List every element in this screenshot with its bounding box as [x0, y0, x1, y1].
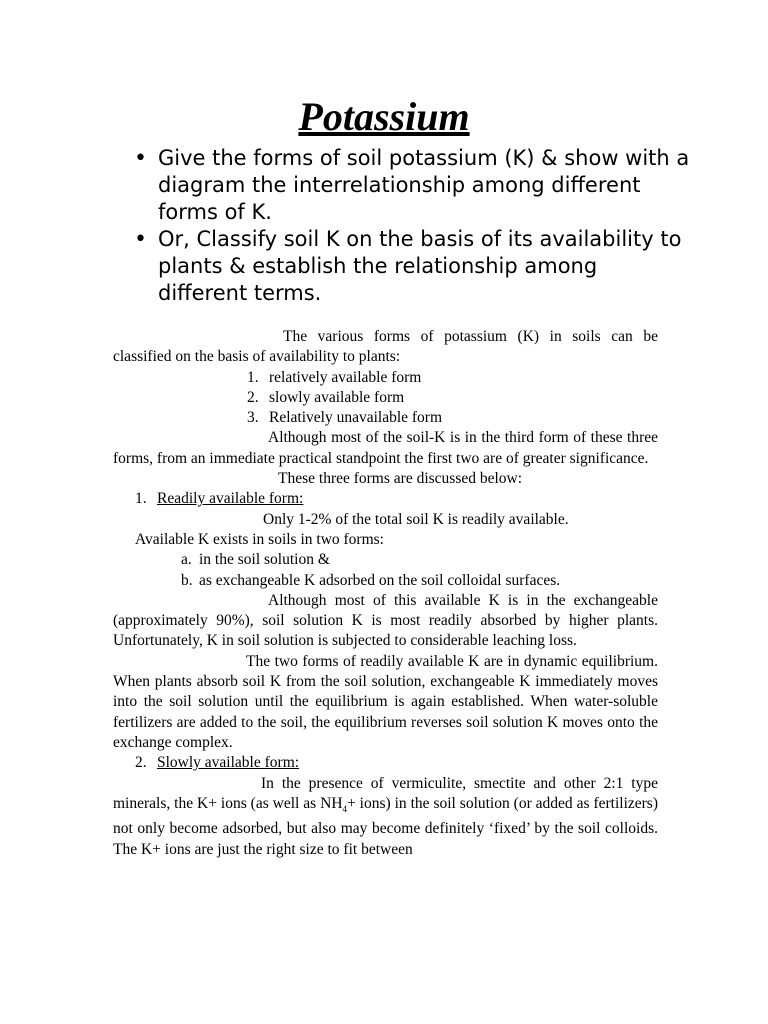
item-text: as exchangeable K adsorbed on the soil colloidal surfaces. [199, 571, 561, 589]
section-2-text-a: In the presence of vermiculite, smectite and other 2:1 type minerals, the K+ ions (as well as NH [113, 774, 658, 812]
section-2-paragraph [113, 774, 658, 860]
alpha-item-b [113, 571, 658, 591]
form-item-2 [113, 388, 658, 408]
section-title: Slowly available form: [157, 754, 300, 772]
document-body [113, 327, 658, 860]
section-number: 1. [135, 490, 147, 508]
section-number: 2. [135, 754, 147, 772]
section-1-heading [113, 489, 658, 509]
section-1-paragraph-1: Although most of this available K is in the exchangeable (approximately 90%), soil solution K is most readily absorbed by higher plants. Unfortunately, K in soil solution is subjected to considerable leaching loss. [113, 591, 658, 650]
form-item-3 [113, 408, 658, 428]
form-label: Relatively unavailable form [269, 409, 443, 427]
form-label: relatively available form [269, 368, 422, 386]
page-title: Potassium [298, 94, 470, 139]
discussed-line: These three forms are discussed below: [278, 470, 523, 488]
section-2-text-b: + ions) in the soil solution (or added as fertilizers) not only become adsorbed, but also may become definitely ‘fixed’ by the soil colloids. The K+ ions are just the right size to fit between [113, 794, 658, 858]
item-letter: a. [181, 551, 192, 569]
question-list [130, 145, 690, 307]
question-item-1: • Give the forms of soil potassium (K) & show with a diagram the interrelationship among different forms of K. [130, 145, 690, 226]
form-number: 1. [247, 368, 259, 386]
item-text: in the soil solution & [199, 551, 330, 569]
alpha-item-a [113, 550, 658, 570]
question-item-2: • Or, Classify soil K on the basis of its availability to plants & establish the relationship among different terms. [130, 226, 690, 307]
form-number: 2. [247, 388, 259, 406]
section-1-line-1: Only 1-2% of the total soil K is readily available. [263, 510, 569, 528]
form-label: slowly available form [269, 388, 405, 406]
item-letter: b. [181, 571, 193, 589]
section-1-line-2: Available K exists in soils in two forms: [135, 530, 384, 548]
form-number: 3. [247, 409, 259, 427]
intro-paragraph: The various forms of potassium (K) in soils can be classified on the basis of availability to plants: [113, 328, 658, 366]
third-form-paragraph: Although most of the soil-K is in the third form of these three forms, from an immediate practical standpoint the first two are of greater significance. [113, 429, 658, 467]
subscript: 4 [342, 803, 348, 814]
form-item-1 [113, 368, 658, 388]
section-2-heading [113, 753, 658, 773]
section-title: Readily available form: [157, 490, 304, 508]
section-1-paragraph-2: The two forms of readily available K are in dynamic equilibrium. When plants absorb soil K from the soil solution, exchangeable K immediately moves into the soil solution until the equilibrium is again established. When water-soluble fertilizers are added to the soil, the equilibrium reverses soil solution K moves onto the exchange complex. [113, 652, 658, 751]
forms-list [113, 368, 658, 429]
